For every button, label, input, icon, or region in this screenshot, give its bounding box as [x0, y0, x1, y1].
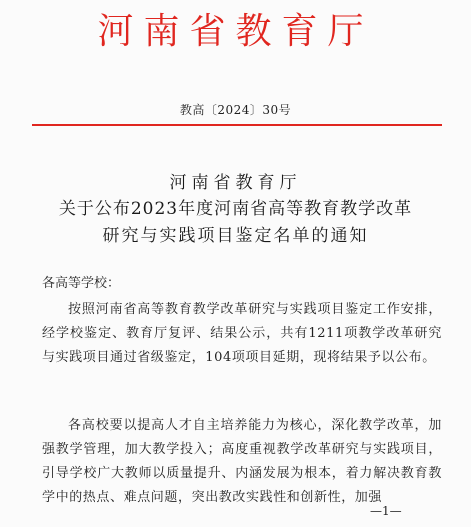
salutation: 各高等学校：	[42, 276, 121, 291]
page-number: —1—	[370, 504, 402, 518]
title-line-2: 关于公布2023年度河南省高等教育教学改革	[58, 199, 413, 219]
body-paragraph-1: 按照河南省高等教育教学改革研究与实践项目鉴定工作安排，经学校鉴定、教育厅复评、结果公示，共有1211项教学改革研究与实践项目通过省级鉴定，104项项目延期，现将结果予以公布。	[42, 302, 442, 365]
body-paragraph-2: 各高校要以提高人才自主培养能力为核心，深化教学改革，加强教学管理，加大教学投入；高度重视教学改革研究与实践项目，引导学校广大教师以质量提升、内涵发展为根本，着力解决教育教学中的热点、难点问题，突出教改实践性和创新性，加强	[42, 418, 442, 505]
title-line-1: 河南省教育厅	[169, 173, 302, 193]
title-line-3: 研究与实践项目鉴定名单的通知	[102, 226, 369, 246]
document-number: 教高〔2024〕30号	[179, 103, 292, 117]
header-divider	[32, 124, 442, 126]
issuing-authority-header: 河南省教育厅	[97, 11, 374, 52]
